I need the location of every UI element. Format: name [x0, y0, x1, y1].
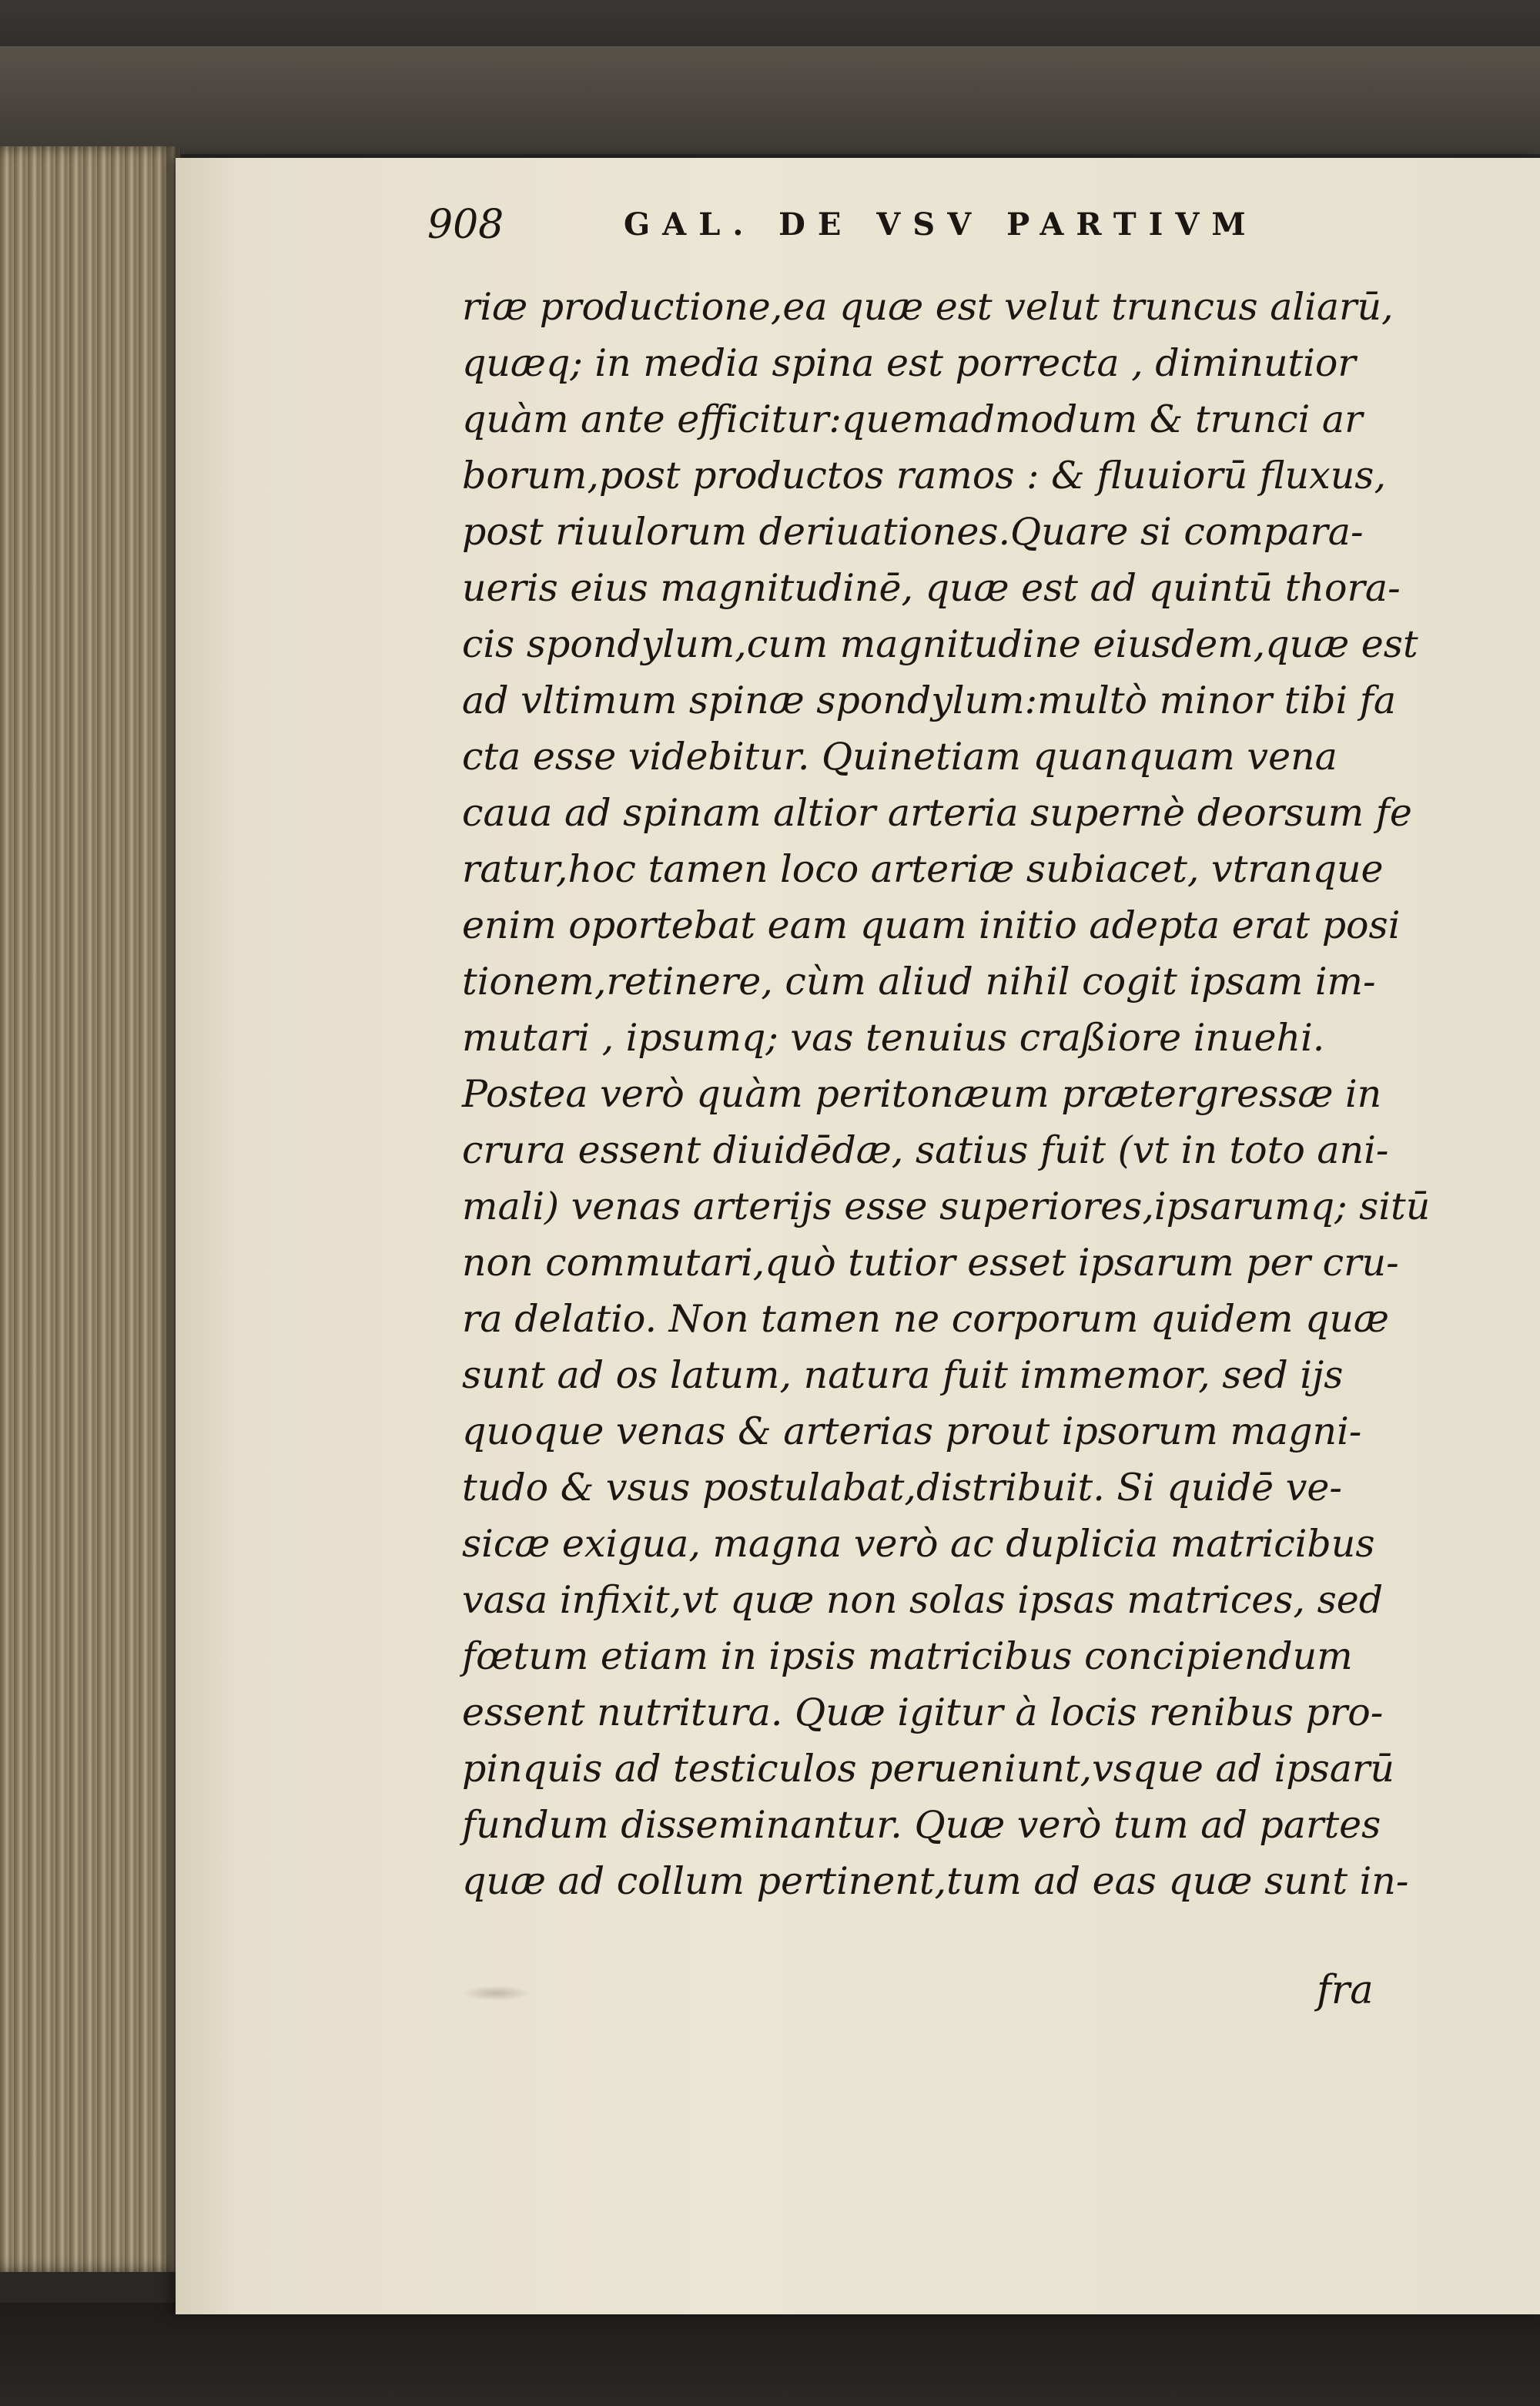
text-line: tionem,retinere, cùm aliud nihil cogit ipsam im-	[462, 960, 1376, 1004]
text-line: sicæ exigua, magna verò ac duplicia matricibus	[462, 1522, 1375, 1566]
text-line: pinquis ad testiculos perueniunt,vsque ad ipsarū	[462, 1747, 1394, 1791]
text-line: quoque venas & arterias prout ipsorum magni-	[462, 1409, 1362, 1453]
text-line: ad vltimum spinæ spondylum:multò minor tibi fa	[462, 679, 1397, 722]
text-line: fundum disseminantur. Quæ verò tum ad partes	[462, 1803, 1381, 1847]
text-line: essent nutritura. Quæ igitur à locis renibus pro-	[462, 1691, 1384, 1734]
background-bottom	[0, 2303, 1540, 2406]
text-line: quæ ad collum pertinent,tum ad eas quæ sunt in-	[462, 1859, 1409, 1903]
text-line: crura essent diuidēdæ, satius fuit (vt in toto ani-	[462, 1128, 1389, 1172]
text-line: non commutari,quò tutior esset ipsarum per cru-	[462, 1241, 1399, 1285]
page-edges	[0, 146, 181, 2272]
text-line: cta esse videbitur. Quinetiam quanquam vena	[462, 735, 1337, 779]
ink-bleed	[462, 1985, 531, 2001]
text-line: mali) venas arterijs esse superiores,ipsarumq; sitū	[462, 1185, 1431, 1228]
page-number: 908	[427, 202, 504, 248]
text-line: borum,post productos ramos : & fluuiorū fluxus,	[462, 454, 1387, 498]
text-line: ra delatio. Non tamen ne corporum quidem quæ	[462, 1297, 1389, 1341]
text-line: tudo & vsus postulabat,distribuit. Si quidē ve-	[462, 1466, 1342, 1510]
text-line: post riuulorum deriuationes.Quare si compara-	[462, 510, 1364, 554]
text-line: sunt ad os latum, natura fuit immemor, sed ijs	[462, 1353, 1344, 1397]
page-header	[427, 202, 1313, 271]
text-line: fœtum etiam in ipsis matricibus concipiendum	[462, 1634, 1353, 1678]
text-line: quæq; in media spina est porrecta , diminutior	[462, 341, 1356, 385]
text-line: vasa infixit,vt quæ non solas ipsas matrices, sed	[462, 1578, 1384, 1622]
text-line: mutari , ipsumq; vas tenuius craßiore inuehi.	[462, 1016, 1325, 1060]
text-line: quàm ante efficitur:quemadmodum & trunci ar	[462, 397, 1363, 441]
text-line: caua ad spinam altior arteria supernè deorsum fe	[462, 791, 1412, 835]
catchword: fra	[1317, 1968, 1374, 2013]
text-line: ueris eius magnitudinē, quæ est ad quintū thora-	[462, 566, 1401, 610]
text-line: cis spondylum,cum magnitudine eiusdem,quæ est	[462, 622, 1418, 666]
text-line: enim oportebat eam quam initio adepta erat posi	[462, 903, 1401, 947]
text-line: ratur,hoc tamen loco arteriæ subiacet, vtranque	[462, 847, 1384, 891]
body-text	[462, 279, 1431, 1909]
book-cover-edge	[0, 46, 1540, 154]
text-line: Postea verò quàm peritonæum prætergressæ in	[462, 1072, 1382, 1116]
text-line: riæ productione,ea quæ est velut truncus aliarū,	[462, 285, 1394, 329]
running-head: GAL. DE VSV PARTIVM	[624, 206, 1258, 243]
